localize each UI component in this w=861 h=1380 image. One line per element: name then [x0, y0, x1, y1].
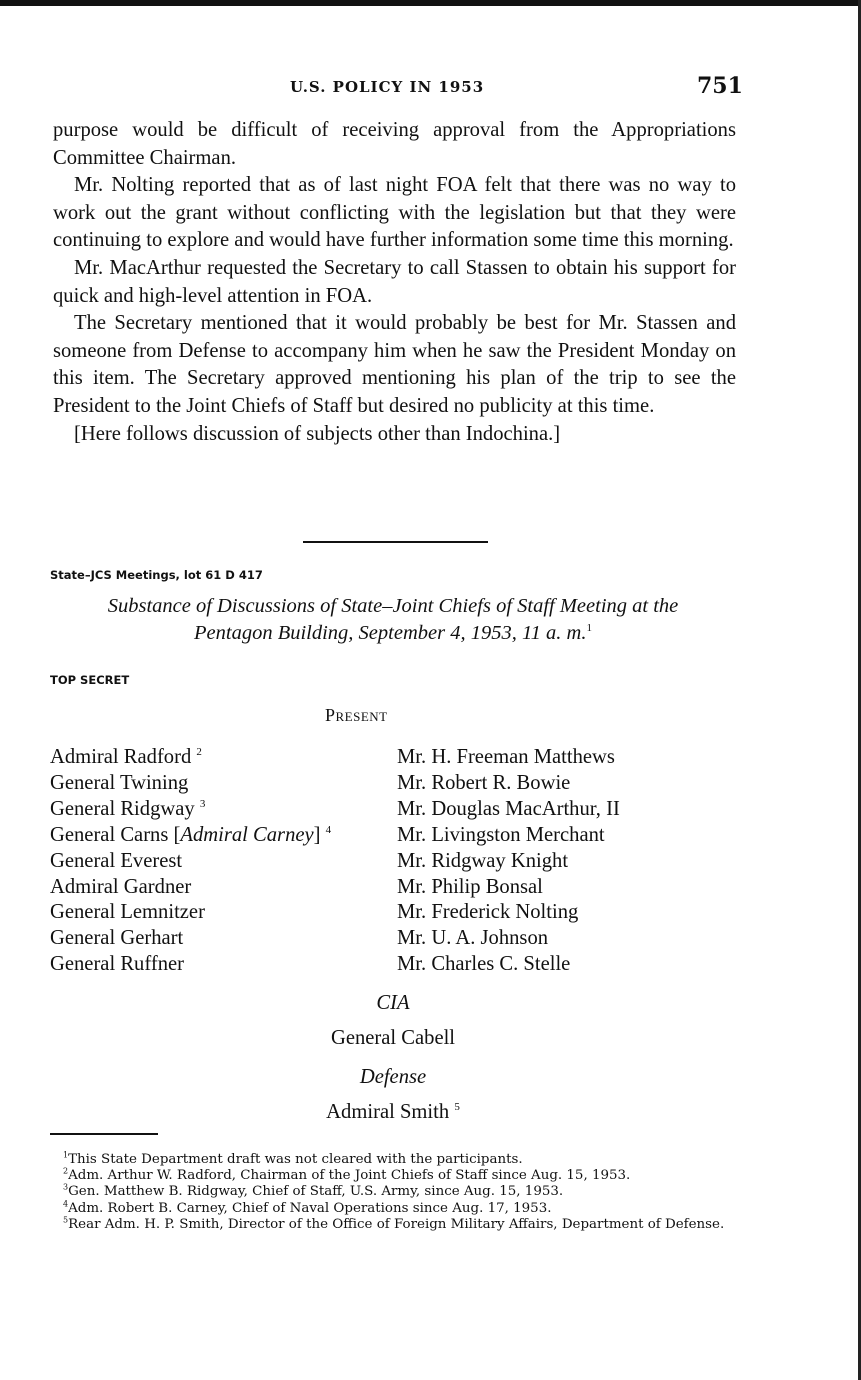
present-list-left	[50, 745, 331, 978]
defense-member: Admiral Smith	[326, 1101, 450, 1123]
attendee-name: General Lemnitzer	[50, 901, 205, 924]
list-item: Mr. H. Freeman Matthews	[397, 746, 615, 768]
footnote-number: 3	[63, 1182, 69, 1192]
footnote-text: This State Department draft was not cleared with the participants.	[68, 1152, 523, 1167]
footnote-text: Adm. Robert B. Carney, Chief of Naval Operations since Aug. 17, 1953.	[68, 1200, 552, 1216]
attendee-name: General Everest	[50, 849, 183, 872]
list-item: Mr. Philip Bonsal	[397, 875, 543, 898]
classification-label: TOP SECRET	[50, 673, 130, 687]
list-item	[50, 849, 331, 875]
attendee-name: General Ridgway	[50, 797, 195, 820]
list-item: Mr. Charles C. Stelle	[397, 953, 571, 976]
present-heading: Present	[325, 705, 388, 725]
defense-member-line	[0, 1101, 786, 1124]
present-list-right	[397, 745, 620, 978]
footnote-text: Adm. Arthur W. Radford, Chairman of the Joint Chiefs of Staff since Aug. 15, 1953.	[68, 1168, 631, 1184]
paragraph: purpose would be difficult of receiving approval from the Appropriations Committee Chairman.	[53, 119, 736, 169]
body-text	[53, 117, 736, 448]
footnote-ref: 4	[325, 823, 332, 836]
list-item	[50, 745, 331, 771]
paragraph: Mr. Nolting reported that as of last night FOA felt that there was no way to work out the grant without conflicting with the legislation but that they were continuing to explore and would have further information some time this morning.	[53, 174, 736, 252]
attendee-name: General Twining	[50, 771, 189, 794]
attendee-name: Admiral Gardner	[50, 875, 192, 898]
document-title-text: Pentagon Building, September 4, 1953, 11 a. m.	[194, 622, 587, 644]
list-item	[50, 771, 331, 797]
attendee-name: General Carns [	[50, 823, 181, 846]
section-divider	[303, 541, 488, 543]
document-source: State–JCS Meetings, lot 61 D 417	[50, 568, 263, 582]
list-item	[50, 926, 331, 952]
footnote-text: Rear Adm. H. P. Smith, Director of the Office of Foreign Military Affairs, Department of Defense.	[68, 1216, 725, 1232]
attendee-name: Admiral Radford	[50, 746, 192, 768]
footnote-number: 1	[63, 1150, 69, 1160]
footnote-ref: 5	[454, 1101, 460, 1114]
attendee-name: General Gerhart	[50, 927, 184, 950]
footnote	[50, 1217, 734, 1233]
list-item: Mr. Livingston Merchant	[397, 823, 605, 846]
list-item: Mr. Robert R. Bowie	[397, 771, 571, 794]
paragraph: [Here follows discussion of subjects other than Indochina.]	[74, 422, 561, 445]
footnotes	[50, 1152, 734, 1233]
attendee-name: General Ruffner	[50, 953, 184, 976]
list-item: Mr. Frederick Nolting	[397, 901, 579, 924]
footnote	[50, 1168, 734, 1184]
footnote-number: 4	[63, 1199, 69, 1209]
footnote-number: 5	[63, 1215, 69, 1225]
footnote-text: Gen. Matthew B. Ridgway, Chief of Staff, U.S. Army, since Aug. 15, 1953.	[68, 1184, 564, 1200]
document-title	[50, 593, 736, 647]
footnote	[50, 1152, 734, 1168]
list-item	[50, 875, 331, 901]
list-item: Mr. Douglas MacArthur, II	[397, 797, 620, 820]
list-item: Mr. Ridgway Knight	[397, 849, 569, 872]
bracket-close: ]	[313, 823, 321, 846]
list-item	[50, 823, 331, 849]
footnote-ref: 1	[586, 622, 592, 635]
list-item: Mr. U. A. Johnson	[397, 927, 549, 950]
document-title-line: Substance of Discussions of State–Joint Chiefs of Staff Meeting at the	[107, 595, 679, 617]
paragraph: Mr. MacArthur requested the Secretary to call Stassen to obtain his support for quick and high-level attention in FOA.	[53, 256, 736, 307]
defense-heading: Defense	[359, 1066, 427, 1088]
list-item	[50, 952, 331, 978]
page-number: 751	[697, 73, 743, 99]
list-item	[50, 797, 331, 823]
footnote-ref: 3	[199, 797, 206, 810]
footnote-number: 2	[63, 1166, 69, 1176]
cia-member: General Cabell	[330, 1027, 456, 1049]
footnote	[50, 1201, 734, 1217]
footnote	[50, 1184, 734, 1200]
attendee-correction: Admiral Carney	[180, 823, 314, 846]
footnote-divider	[50, 1133, 158, 1135]
document-title-line-2	[50, 620, 736, 647]
footnote-ref: 2	[196, 746, 202, 759]
paragraph: The Secretary mentioned that it would probably be best for Mr. Stassen and someone from Defense to accompany him when he saw the President Monday on this item. The Secretary approved mentioning his plan of the trip to see the President to the Joint Chiefs of Staff but desired no publicity at this time.	[53, 312, 736, 417]
cia-heading: CIA	[376, 992, 410, 1014]
running-head: U.S. POLICY IN 1953	[290, 78, 485, 96]
list-item	[50, 900, 331, 926]
page-top-edge	[0, 0, 861, 6]
